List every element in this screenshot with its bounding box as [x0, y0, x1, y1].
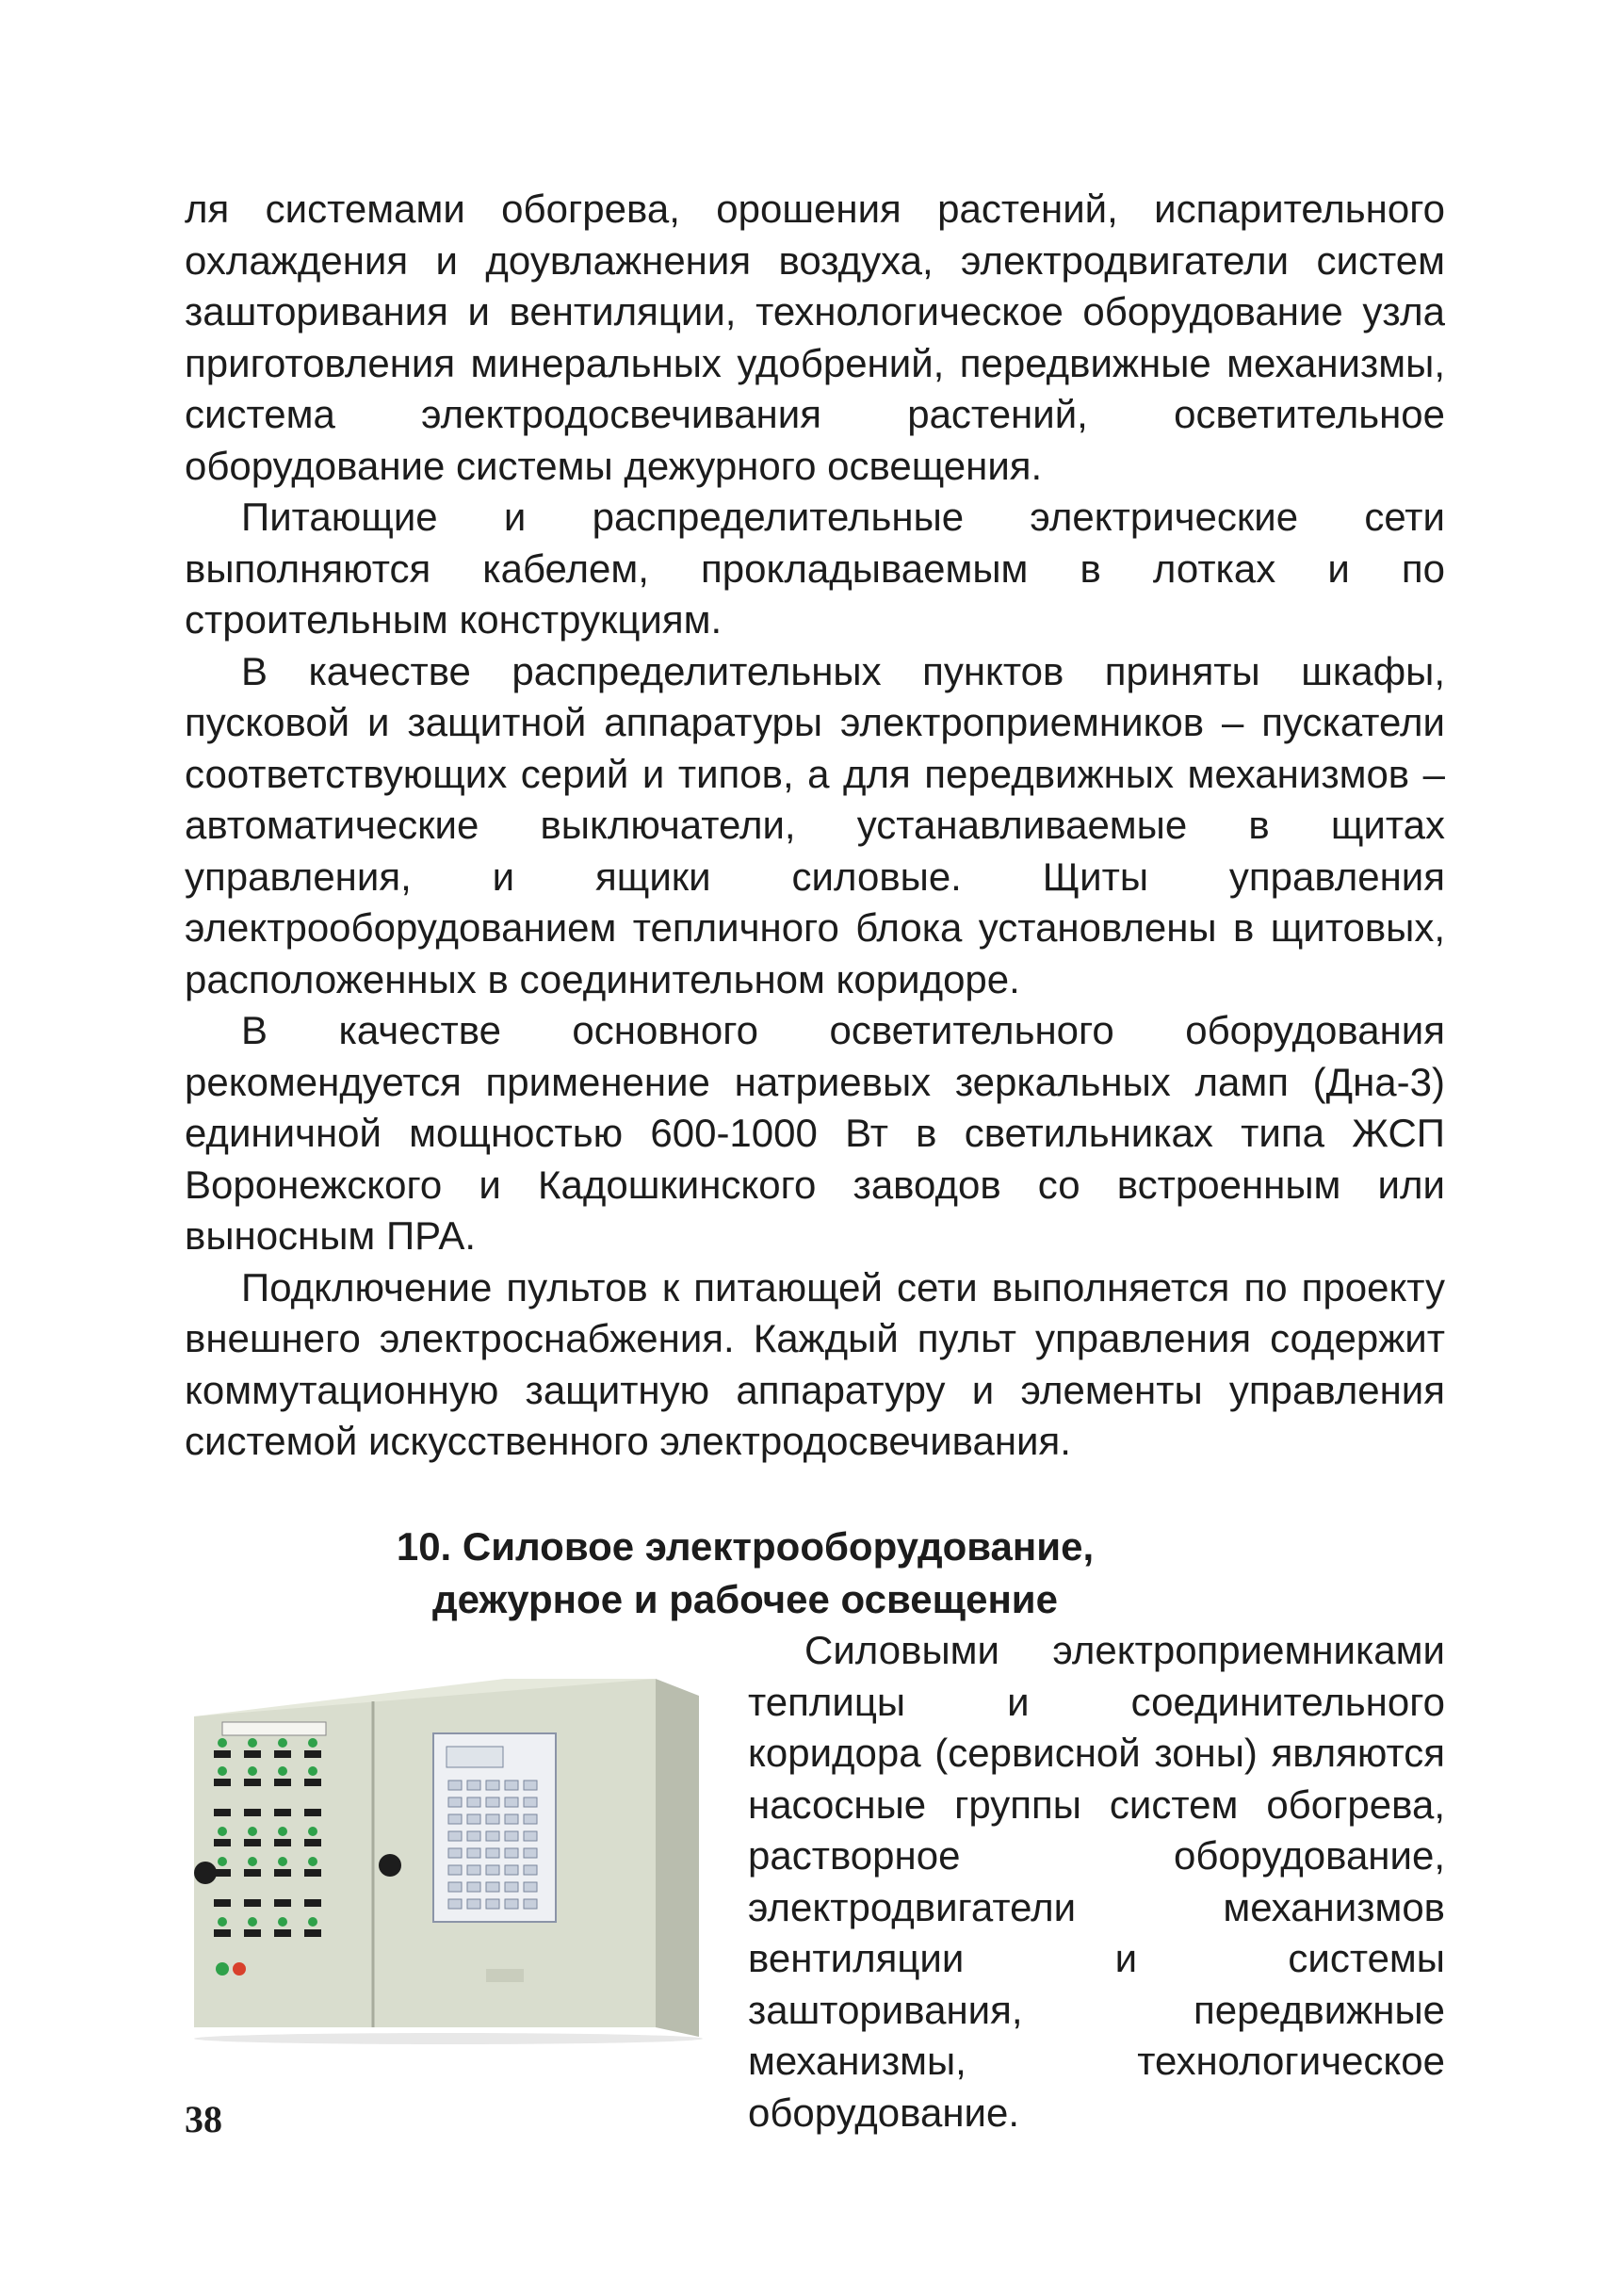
keypad-key — [505, 1899, 518, 1909]
cabinet-nameplate — [486, 1969, 524, 1982]
rotary-switch — [214, 1839, 231, 1846]
section-heading-line-2: дежурное и рабочее освещение — [431, 1577, 1058, 1621]
rotary-switch — [244, 1929, 261, 1937]
electrical-control-cabinet-icon — [185, 1667, 708, 2046]
door-label-plate — [222, 1722, 326, 1735]
switch-indicator — [248, 1827, 257, 1836]
section-paragraph: Силовыми электроприемниками теплицы и соединительного коридора (сервисной зоны) являются насосные группы систем обогрева, растворное оборудование, электродвигатели механизмов вентиляции и системы зашторивания, передвижные механизмы, технологическое оборудование. — [748, 1628, 1445, 2135]
page-number: 38 — [185, 2098, 222, 2140]
rotary-switch — [304, 1929, 321, 1937]
rotary-switch — [304, 1779, 321, 1786]
red-indicator — [233, 1962, 246, 1976]
paragraph-3: В качестве распределительных пунктов приняты шкафы, пусковой и защитной аппаратуры электроприемников – пускатели соответствующих серий и типов, а для передвижных механизмов – автоматические выключатели, устанавливаемые в щитах управления, и ящики силовые. Щиты управления электрооборудованием тепличного блока установлены в щитовых, расположенных в соединительном коридоре. — [185, 648, 1445, 1001]
rotary-switch — [274, 1899, 291, 1907]
switch-indicator — [308, 1766, 317, 1776]
keypad-key — [467, 1814, 480, 1824]
section-heading-line-1: 10. Силовое электрооборудование, — [396, 1524, 1095, 1569]
paragraph-2: Питающие и распределительные электрические сети выполняются кабелем, прокладываемым в лотках и по строительным конструкциям. — [185, 495, 1445, 642]
switch-indicator — [218, 1738, 227, 1748]
right-door-handle — [379, 1854, 401, 1877]
keypad-key — [448, 1797, 462, 1807]
keypad-key — [524, 1899, 537, 1909]
switch-indicator — [278, 1887, 287, 1896]
rotary-switch — [274, 1839, 291, 1846]
paragraph-5: Подключение пультов к питающей сети выполняется по проекту внешнего электроснабжения. Каждый пульт управления содержит коммутационную защитную аппаратуру и элементы управления системой искусственного электродосвечивания. — [185, 1264, 1445, 1463]
switch-indicator — [308, 1887, 317, 1896]
keypad-key — [486, 1848, 499, 1858]
switch-indicator — [278, 1738, 287, 1748]
keypad-key — [505, 1831, 518, 1841]
keypad-key — [524, 1814, 537, 1824]
switch-indicator — [308, 1857, 317, 1866]
keypad-key — [505, 1814, 518, 1824]
cabinet-side-face — [656, 1679, 699, 2037]
keypad-key — [524, 1882, 537, 1892]
cabinet-shadow — [194, 2033, 703, 2044]
keypad-key — [524, 1781, 537, 1790]
keypad-key — [486, 1797, 499, 1807]
keypad-key — [467, 1797, 480, 1807]
keypad-key — [448, 1831, 462, 1841]
switch-indicator — [218, 1857, 227, 1866]
switch-indicator — [308, 1797, 317, 1806]
rotary-switch — [244, 1809, 261, 1816]
switch-indicator — [218, 1887, 227, 1896]
switch-indicator — [248, 1766, 257, 1776]
rotary-switch — [244, 1750, 261, 1758]
switch-indicator — [218, 1827, 227, 1836]
rotary-switch — [244, 1899, 261, 1907]
keypad-key — [467, 1781, 480, 1790]
rotary-switch — [274, 1750, 291, 1758]
rotary-switch — [304, 1750, 321, 1758]
section-text — [748, 1625, 1445, 2139]
keypad-key — [505, 1797, 518, 1807]
keypad-key — [467, 1865, 480, 1875]
switch-indicator — [248, 1738, 257, 1748]
keypad-key — [448, 1899, 462, 1909]
keypad-key — [486, 1781, 499, 1790]
keypad-key — [448, 1848, 462, 1858]
keypad-key — [467, 1848, 480, 1858]
control-cabinet-figure — [185, 1667, 708, 2046]
keypad-key — [486, 1882, 499, 1892]
keypad-key — [505, 1865, 518, 1875]
keypad-key — [486, 1814, 499, 1824]
keypad-key — [448, 1882, 462, 1892]
rotary-switch — [304, 1809, 321, 1816]
section-heading — [185, 1521, 1306, 1626]
keypad-key — [467, 1831, 480, 1841]
green-indicator — [216, 1962, 229, 1976]
body-text — [185, 184, 1445, 1468]
paragraph-1: ля системами обогрева, орошения растений, испарительного охлаждения и доувлажнения воздуха, электродвигатели систем зашторивания и вентиляции, технологическое оборудование узла приготовления минеральных удобрений, передвижные механизмы, система электродосвечивания растений, осветительное оборудование системы дежурного освещения. — [185, 187, 1445, 488]
paragraph-4: В качестве основного осветительного оборудования рекомендуется применение натриевых зеркальных ламп (Дна-3) единичной мощностью 600-1000 Вт в светильниках типа ЖСП Воронежского и Кадошкинского заводов со встроенным или выносным ПРА. — [185, 1008, 1445, 1258]
switch-indicator — [308, 1738, 317, 1748]
keypad-key — [505, 1848, 518, 1858]
controller-display — [447, 1747, 503, 1767]
switch-indicator — [308, 1917, 317, 1927]
rotary-switch — [214, 1779, 231, 1786]
rotary-switch — [304, 1839, 321, 1846]
keypad-key — [505, 1781, 518, 1790]
rotary-switch — [274, 1809, 291, 1816]
switch-indicator — [218, 1797, 227, 1806]
rotary-switch — [214, 1899, 231, 1907]
rotary-switch — [214, 1809, 231, 1816]
keypad-key — [524, 1865, 537, 1875]
switch-indicator — [278, 1857, 287, 1866]
switch-indicator — [248, 1857, 257, 1866]
keypad-key — [467, 1899, 480, 1909]
keypad-key — [524, 1831, 537, 1841]
switch-indicator — [218, 1766, 227, 1776]
keypad-key — [524, 1797, 537, 1807]
rotary-switch — [214, 1750, 231, 1758]
switch-indicator — [278, 1827, 287, 1836]
keypad-key — [524, 1848, 537, 1858]
rotary-switch — [244, 1839, 261, 1846]
switch-indicator — [218, 1917, 227, 1927]
keypad-key — [448, 1781, 462, 1790]
rotary-switch — [244, 1869, 261, 1877]
rotary-switch — [304, 1869, 321, 1877]
switch-indicator — [248, 1797, 257, 1806]
switch-indicator — [308, 1827, 317, 1836]
rotary-switch — [274, 1869, 291, 1877]
keypad-key — [486, 1831, 499, 1841]
switch-indicator — [278, 1917, 287, 1927]
keypad-key — [486, 1865, 499, 1875]
rotary-switch — [214, 1869, 231, 1877]
switch-indicator — [248, 1887, 257, 1896]
switch-indicator — [248, 1917, 257, 1927]
rotary-switch — [274, 1779, 291, 1786]
switch-indicator — [278, 1766, 287, 1776]
switch-indicator — [278, 1797, 287, 1806]
left-door-handle — [194, 1862, 217, 1884]
keypad-key — [505, 1882, 518, 1892]
keypad-key — [448, 1814, 462, 1824]
rotary-switch — [274, 1929, 291, 1937]
keypad-key — [448, 1865, 462, 1875]
rotary-switch — [244, 1779, 261, 1786]
rotary-switch — [304, 1899, 321, 1907]
rotary-switch — [214, 1929, 231, 1937]
keypad-key — [486, 1899, 499, 1909]
keypad-key — [467, 1882, 480, 1892]
